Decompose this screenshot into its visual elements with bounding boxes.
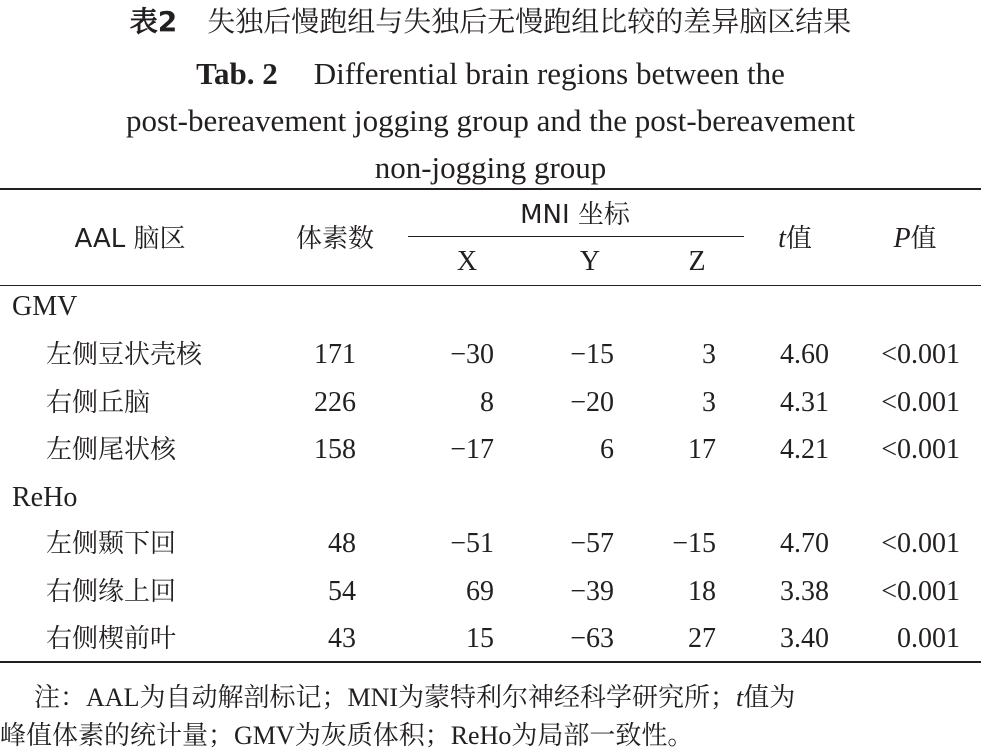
footnote-text: 峰值体素的统计量；: [0, 721, 235, 751]
footnote-term-t: t: [736, 683, 744, 712]
header-t-suffix: 值: [785, 224, 812, 254]
group-label-reho: ReHo: [12, 482, 78, 513]
cell-p: <0.001: [881, 339, 960, 370]
cell-p: <0.001: [881, 576, 960, 607]
cell-region: 左侧尾状核: [46, 435, 177, 465]
header-t-value: [760, 222, 830, 256]
cell-region: 右侧丘脑: [46, 388, 151, 418]
table-label-chinese: 表2: [129, 5, 178, 38]
cell-z: 27: [688, 623, 716, 654]
table-title-english-line3: non-jogging group: [374, 150, 607, 185]
cell-x: 69: [466, 576, 494, 607]
footnote-line2: [0, 717, 981, 755]
table-footnote: [0, 679, 981, 755]
cell-region: 右侧缘上回: [46, 577, 177, 607]
group-label-gmv: GMV: [12, 291, 78, 322]
cell-voxels: 43: [328, 623, 356, 654]
footnote-text: 为局部一致性。: [511, 721, 694, 751]
cell-z: 3: [702, 339, 716, 370]
cell-x: −51: [450, 528, 494, 559]
cell-y: −63: [570, 623, 614, 654]
cell-voxels: 226: [314, 387, 356, 418]
footnote-term-reho: ReHo: [450, 721, 512, 750]
cell-region: 左侧豆状壳核: [46, 340, 203, 370]
cell-p: <0.001: [881, 387, 960, 418]
header-z: Z: [688, 246, 706, 277]
header-mni: MNI 坐标: [520, 200, 630, 230]
cell-x: 15: [466, 623, 494, 654]
header-y: Y: [579, 246, 601, 277]
table-title-chinese: [0, 4, 981, 40]
cell-t: 4.31: [780, 387, 829, 418]
footnote-text: 为灰质体积；: [294, 721, 451, 751]
cell-x: 8: [480, 387, 494, 418]
footnote-text: 为自动解剖标记；: [139, 683, 348, 713]
top-rule: [0, 188, 981, 190]
footnote-text: 值为: [743, 683, 796, 713]
cell-voxels: 48: [328, 528, 356, 559]
cell-voxels: 171: [314, 339, 356, 370]
cell-region: 左侧颞下回: [46, 529, 177, 559]
table-title-english-line2: post-bereavement jogging group and the post-bereavement: [125, 103, 856, 138]
mni-rule: [408, 236, 744, 237]
header-p-value: [870, 222, 960, 256]
header-x: X: [456, 246, 478, 277]
bottom-rule: [0, 661, 981, 663]
cell-region: 右侧楔前叶: [46, 624, 177, 654]
header-p-suffix: 值: [910, 224, 937, 254]
cell-z: 3: [702, 387, 716, 418]
cell-p: 0.001: [897, 623, 960, 654]
cell-t: 4.70: [780, 528, 829, 559]
header-t-symbol: t: [778, 223, 786, 254]
cell-p: <0.001: [881, 528, 960, 559]
cell-y: −39: [570, 576, 614, 607]
cell-voxels: 54: [328, 576, 356, 607]
cell-z: 18: [688, 576, 716, 607]
table-title-chinese-text: 失独后慢跑组与失独后无慢跑组比较的差异脑区结果: [207, 5, 852, 38]
footnote-term-aal: AAL: [86, 683, 140, 712]
cell-t: 3.38: [780, 576, 829, 607]
cell-z: −15: [672, 528, 716, 559]
cell-t: 3.40: [780, 623, 829, 654]
cell-t: 4.60: [780, 339, 829, 370]
cell-y: −15: [570, 339, 614, 370]
cell-voxels: 158: [314, 434, 356, 465]
cell-p: <0.001: [881, 434, 960, 465]
footnote-term-gmv: GMV: [234, 721, 295, 750]
cell-y: 6: [600, 434, 614, 465]
table-label-english: Tab. 2: [196, 56, 278, 91]
header-p-symbol: P: [893, 223, 911, 254]
cell-x: −30: [450, 339, 494, 370]
cell-x: −17: [450, 434, 494, 465]
cell-y: −57: [570, 528, 614, 559]
header-bottom-rule: [0, 285, 981, 286]
footnote-prefix: 注：: [34, 683, 87, 713]
footnote-term-mni: MNI: [347, 683, 399, 712]
cell-t: 4.21: [780, 434, 829, 465]
cell-z: 17: [688, 434, 716, 465]
footnote-text: 为蒙特利尔神经科学研究所；: [398, 683, 737, 713]
header-voxels: 体素数: [295, 224, 374, 254]
table-title-english-line1: Differential brain regions between the: [313, 56, 785, 91]
cell-y: −20: [570, 387, 614, 418]
header-region: AAL 脑区: [74, 224, 186, 254]
footnote-line1: [0, 679, 981, 717]
table-title-english: [0, 50, 981, 191]
